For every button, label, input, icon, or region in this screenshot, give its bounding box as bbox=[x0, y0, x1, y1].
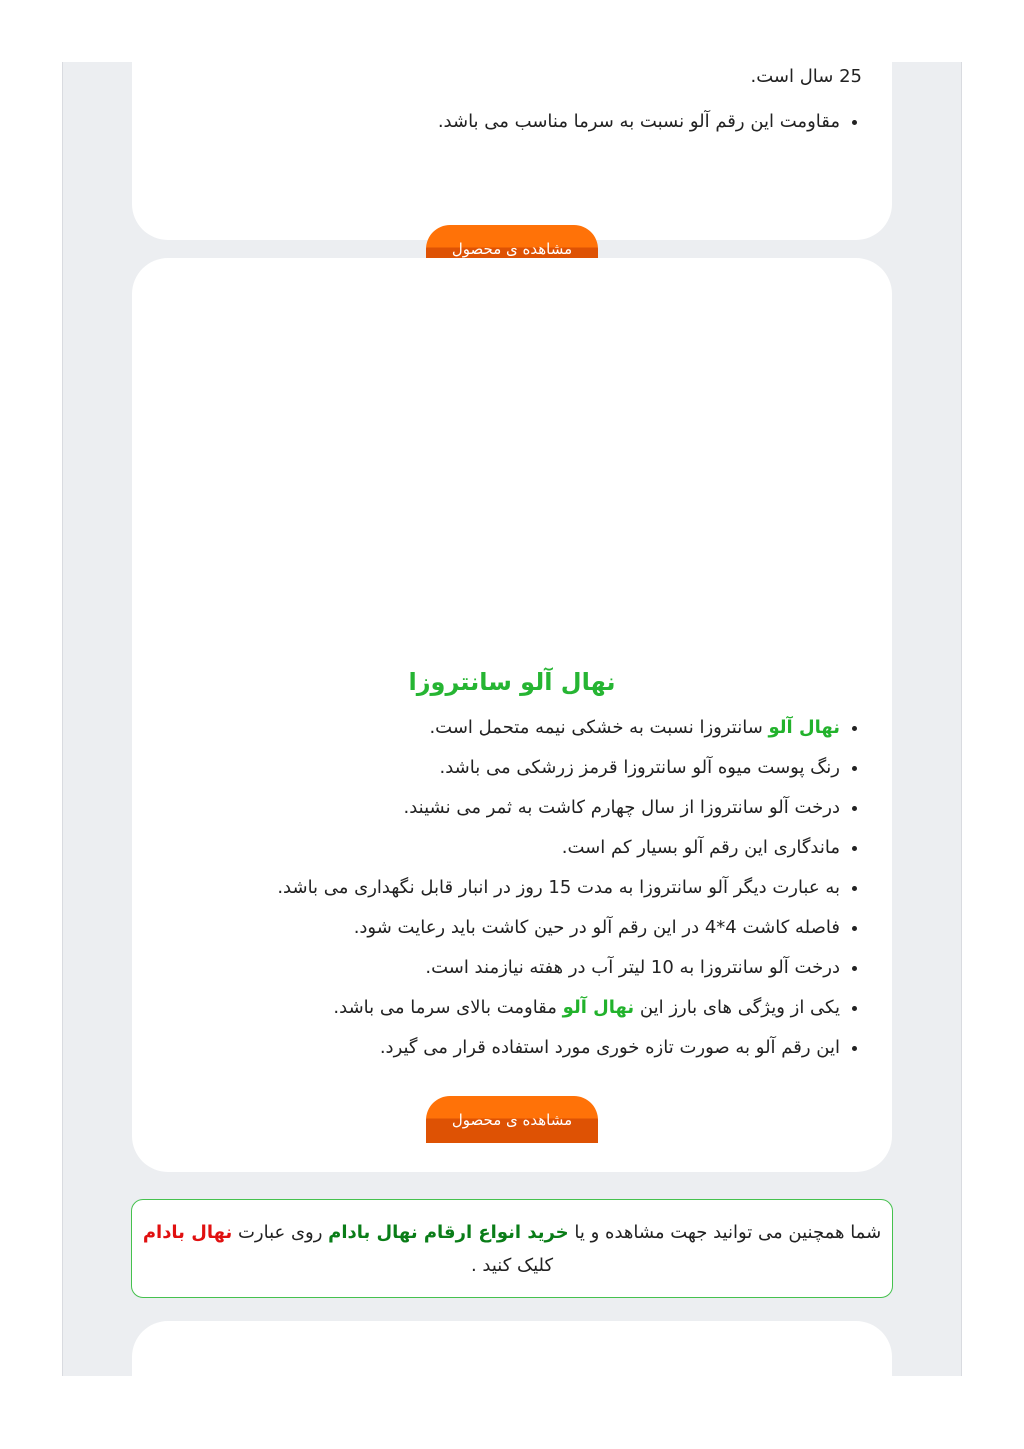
list-item: • به عبارت دیگر آلو سانتروزا به مدت 15 روز در انبار قابل نگهداری می باشد. bbox=[162, 868, 840, 908]
product-card-previous bbox=[132, 62, 892, 258]
view-product-button[interactable]: مشاهده ی محصول bbox=[426, 225, 598, 272]
almond-seedling-notice bbox=[131, 1199, 893, 1298]
almond-seedling-link[interactable]: نهال بادام bbox=[142, 1222, 233, 1243]
notice-text: شما همچنین می توانید جهت مشاهده و یا bbox=[568, 1222, 882, 1243]
list-item: • فاصله کاشت 4*4 در این رقم آلو در حین کاشت باید رعایت شود. bbox=[162, 908, 840, 948]
product-title: نهال آلو سانتروزا bbox=[408, 668, 616, 696]
list-item: • درخت آلو سانتروزا از سال چهارم کاشت به ثمر می نشیند. bbox=[162, 788, 840, 828]
list-item: • مقاومت این رقم آلو نسبت به سرما مناسب می باشد. bbox=[162, 102, 840, 142]
notice-text: روی عبارت bbox=[232, 1222, 329, 1243]
product-card-next bbox=[132, 1321, 892, 1376]
list-item-text: یکی از ویژگی های بارز این bbox=[634, 997, 840, 1018]
notice-text: کلیک کنید . bbox=[470, 1255, 554, 1276]
list-item: • این رقم آلو به صورت تازه خوری مورد استفاده قرار می گیرد. bbox=[162, 1028, 840, 1068]
list-item: • ماندگاری این رقم آلو بسیار کم است. bbox=[162, 828, 840, 868]
product-card-santa-rosa-plum bbox=[132, 258, 892, 1172]
product-image-placeholder bbox=[132, 258, 892, 648]
list-item bbox=[162, 988, 840, 1028]
plum-seedling-link[interactable]: نهال آلو bbox=[562, 997, 635, 1018]
feature-text-continued: 25 سال است. bbox=[750, 66, 862, 87]
list-item-text: سانتروزا نسبت به خشکی نیمه متحمل است. bbox=[429, 717, 769, 738]
list-item: • رنگ پوست میوه آلو سانتروزا قرمز زرشکی می باشد. bbox=[162, 748, 840, 788]
list-item-text: مقاومت بالای سرما می باشد. bbox=[333, 997, 563, 1018]
view-product-button[interactable]: مشاهده ی محصول bbox=[426, 1096, 598, 1143]
list-item: • درخت آلو سانتروزا به 10 لیتر آب در هفته نیازمند است. bbox=[162, 948, 840, 988]
plum-seedling-link[interactable]: نهال آلو bbox=[768, 717, 840, 738]
content-column bbox=[62, 62, 962, 1376]
feature-list-previous bbox=[162, 102, 862, 142]
buy-almond-varieties-link[interactable]: خرید انواع ارقام نهال بادام bbox=[328, 1222, 569, 1243]
feature-list bbox=[162, 708, 862, 1068]
list-item bbox=[162, 708, 840, 748]
